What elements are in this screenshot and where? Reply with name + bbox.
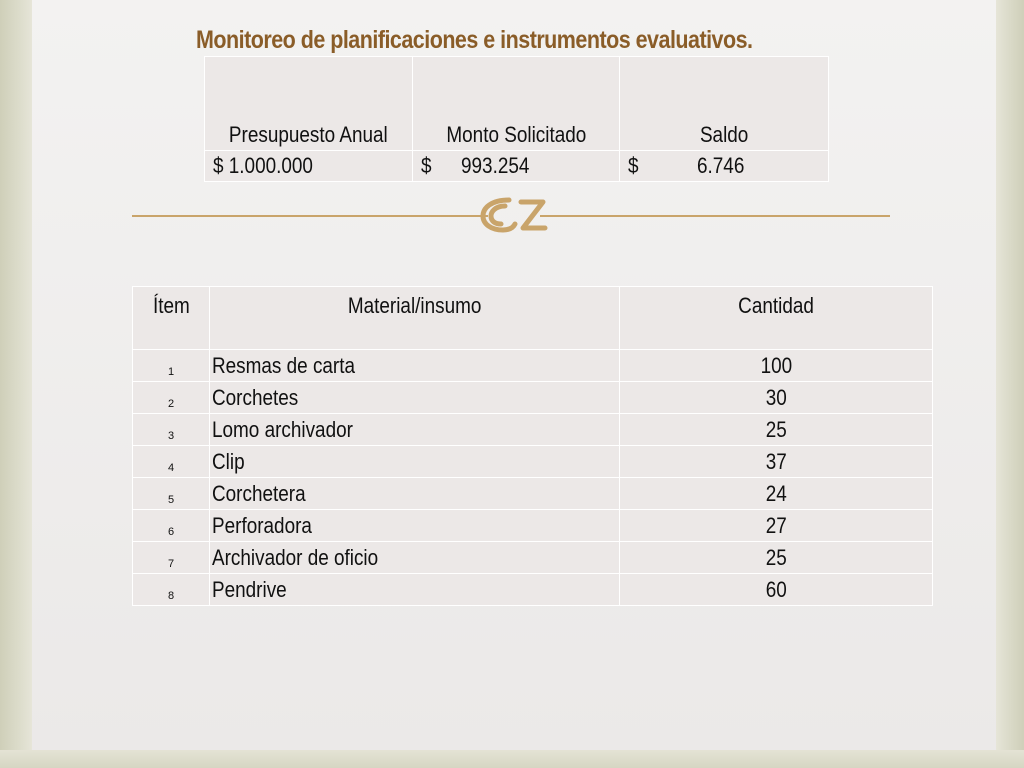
item-number: 1 — [133, 350, 210, 382]
table-row — [133, 542, 933, 574]
slide-frame-right — [996, 0, 1024, 768]
item-number: 6 — [133, 510, 210, 542]
budget-header-balance: Saldo — [620, 57, 829, 151]
item-material: Corchetera — [210, 478, 620, 510]
item-quantity: 25 — [620, 542, 933, 574]
divider-line-left — [132, 215, 488, 217]
item-material: Lomo archivador — [210, 414, 620, 446]
requested-amount: 993.254 — [461, 153, 530, 178]
budget-table — [204, 56, 829, 182]
budget-header-annual: Presupuesto Anual — [205, 57, 413, 151]
header-quantity: Cantidad — [620, 287, 933, 350]
table-row — [133, 510, 933, 542]
item-number: 2 — [133, 382, 210, 414]
item-number: 3 — [133, 414, 210, 446]
budget-header-requested: Monto Solicitado — [413, 57, 620, 151]
currency-symbol: $ — [628, 153, 639, 178]
item-material: Archivador de oficio — [210, 542, 620, 574]
item-material: Perforadora — [210, 510, 620, 542]
table-row — [133, 350, 933, 382]
slide-title: Monitoreo de planificaciones e instrumentos evaluativos. — [196, 26, 753, 54]
header-item: Ítem — [133, 287, 210, 350]
budget-requested-value — [413, 151, 620, 182]
budget-header-row — [205, 57, 829, 151]
table-row — [133, 414, 933, 446]
currency-symbol: $ — [421, 153, 432, 178]
table-row — [133, 382, 933, 414]
item-quantity: 30 — [620, 382, 933, 414]
item-quantity: 37 — [620, 446, 933, 478]
header-material: Material/insumo — [210, 287, 620, 350]
item-number: 7 — [133, 542, 210, 574]
table-row — [133, 478, 933, 510]
item-material: Resmas de carta — [210, 350, 620, 382]
item-number: 8 — [133, 574, 210, 606]
slide-frame-left — [0, 0, 32, 768]
item-quantity: 25 — [620, 414, 933, 446]
item-quantity: 24 — [620, 478, 933, 510]
item-material: Clip — [210, 446, 620, 478]
ornament-icon — [479, 194, 549, 236]
table-row — [133, 446, 933, 478]
budget-values-row — [205, 151, 829, 182]
item-number: 5 — [133, 478, 210, 510]
item-quantity: 27 — [620, 510, 933, 542]
budget-balance-value — [620, 151, 829, 182]
materials-header-row — [133, 287, 933, 350]
item-number: 4 — [133, 446, 210, 478]
item-material: Pendrive — [210, 574, 620, 606]
budget-annual-value: $ 1.000.000 — [205, 151, 413, 182]
balance-amount: 6.746 — [697, 153, 745, 178]
divider-line-right — [540, 215, 890, 217]
table-row — [133, 574, 933, 606]
slide-frame-bottom — [0, 750, 1024, 768]
item-material: Corchetes — [210, 382, 620, 414]
item-quantity: 60 — [620, 574, 933, 606]
materials-table — [132, 286, 933, 606]
item-quantity: 100 — [620, 350, 933, 382]
